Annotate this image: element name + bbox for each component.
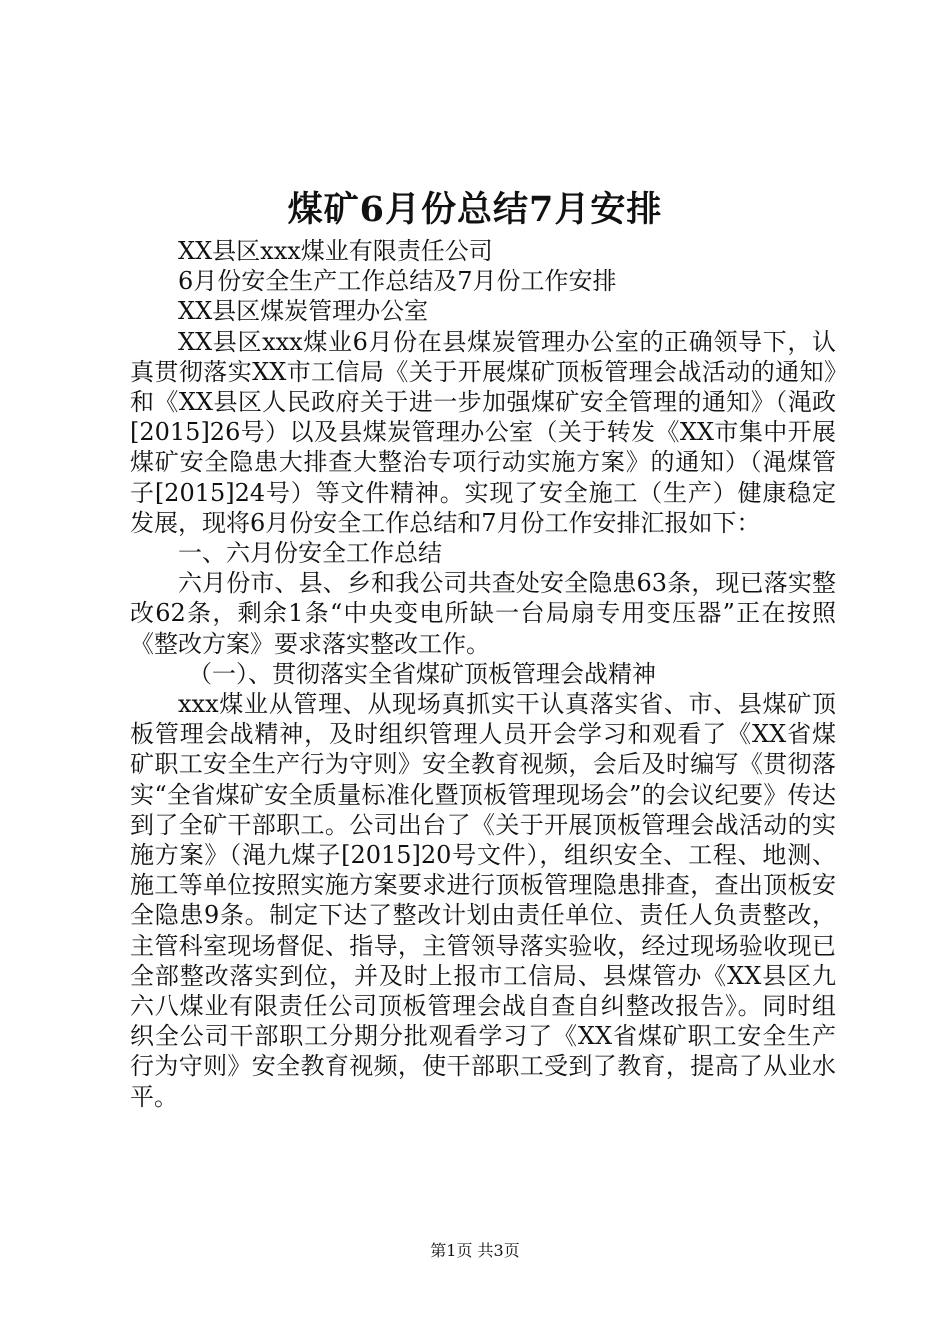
intro-paragraph: XX县区xxx煤业6月份在县煤炭管理办公室的正确领导下，认真贯彻落实XX市工信局《关于开展煤矿顶板管理会战活动的通知》和《XX县区人民政府关于进一步加强煤矿安全管理的通知》（渑政[2015]26号）以及县煤炭管理办公室（关于转发《XX市集中开展煤矿安全隐患大排查大整治专项行动实施方案》的通知）（渑煤管子[2015]24号）等文件精神。实现了安全施工（生产）健康稳定发展，现将6月份安全工作总结和7月份工作安排汇报如下： [130, 327, 836, 537]
page-number-footer: 第1页 共3页 [430, 1241, 520, 1260]
roof-management-paragraph: xxx煤业从管理、从现场真抓实干认真落实省、市、县煤矿顶板管理会战精神，及时组织管理人员开会学习和观看了《XX省煤矿职工安全生产行为守则》安全教育视频，会后及时编写《贯彻落实“全省煤矿安全质量标准化暨顶板管理现场会”的会议纪要》传达到了全矿干部职工。公司出台了《关于开展顶板管理会战活动的实施方案》（渑九煤子[2015]20号文件），组织安全、工程、地测、施工等单位按照实施方案要求进行顶板管理隐患排查，查出顶板安全隐患9条。制定下达了整改计划由责任单位、责任人负责整改，主管科室现场督促、指导，主管领导落实验收，经过现场验收现已全部整改落实到位，并及时上报市工信局、县煤管办《XX县区九六八煤业有限责任公司顶板管理会战自查自纠整改报告》。同时组织全公司干部职工分期分批观看学习了《XX省煤矿职工安全生产行为守则》安全教育视频，使干部职工受到了教育，提高了从业水平。 [130, 690, 836, 1111]
subsection-heading: （一）、贯彻落实全省煤矿顶板管理会战精神 [188, 659, 656, 688]
company-name-line: XX县区xxx煤业有限责任公司 [178, 237, 493, 265]
document-title: 煤矿6月份总结7月安排 [287, 189, 663, 230]
document-body [130, 236, 836, 1112]
recipient-line: XX县区煤炭管理办公室 [178, 297, 429, 326]
hazard-summary-paragraph: 六月份市、县、乡和我公司共查处安全隐患63条，现已落实整改62条，剩余1条“中央变电所缺一台局扇专用变压器”正在按照《整改方案》要求落实整改工作。 [130, 569, 836, 658]
report-subtitle-line: 6月份安全生产工作总结及7月份工作安排 [178, 267, 617, 296]
section-heading: 一、六月份安全工作总结 [178, 539, 442, 568]
